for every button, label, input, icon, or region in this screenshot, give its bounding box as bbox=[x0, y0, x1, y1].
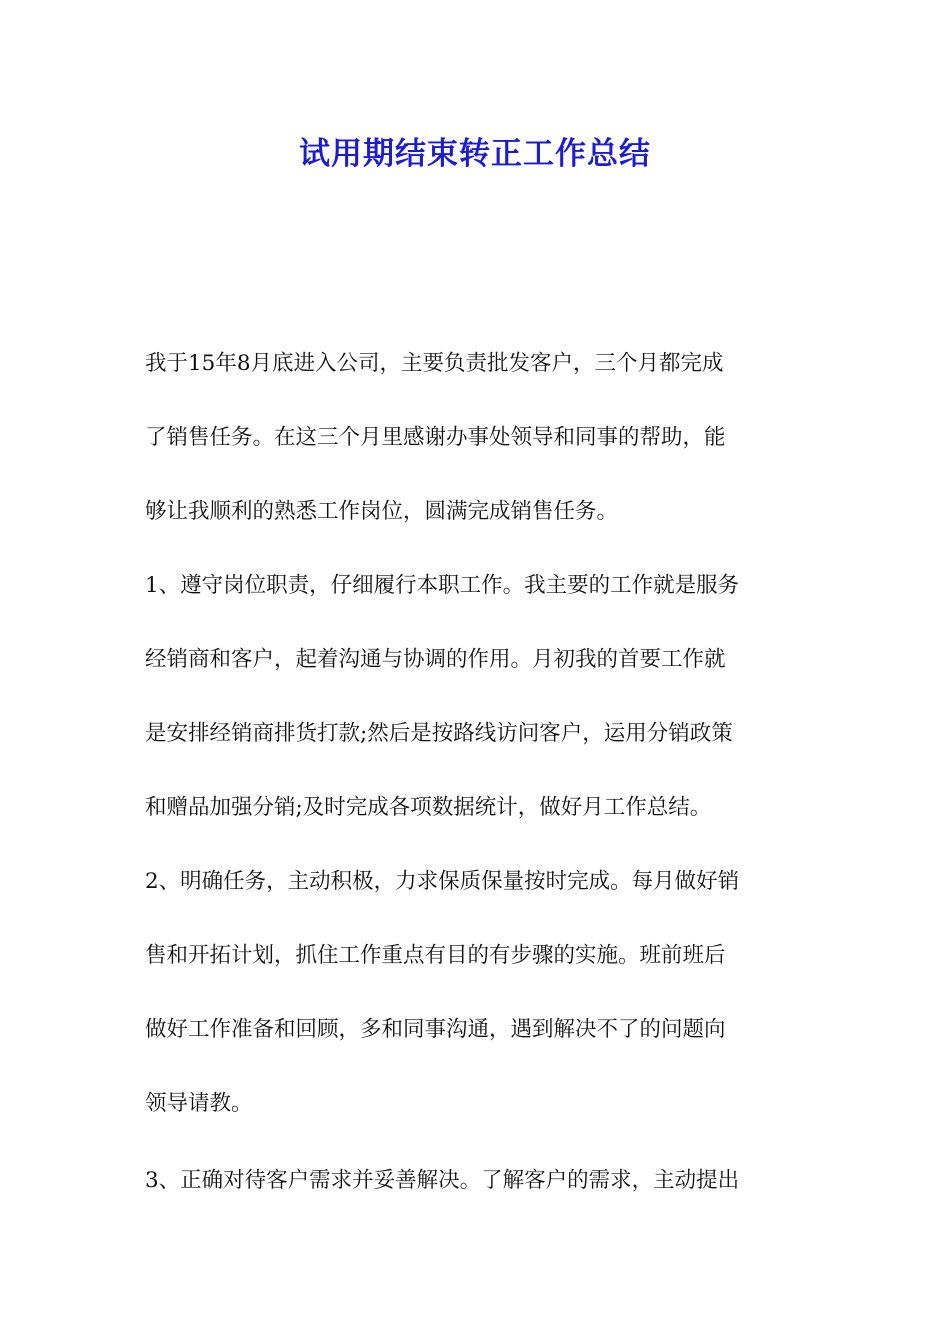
text-line: 了销售任务。在这三个月里感谢办事处领导和同事的帮助，能 bbox=[145, 425, 726, 450]
text-line: 我于15年8月底进入公司，主要负责批发客户，三个月都完成 bbox=[145, 351, 724, 376]
text-line: 够让我顺利的熟悉工作岗位，圆满完成销售任务。 bbox=[145, 499, 619, 524]
document-title: 试用期结束转正工作总结 bbox=[299, 136, 651, 172]
text-line: 经销商和客户，起着沟通与协调的作用。月初我的首要工作就 bbox=[145, 647, 726, 672]
text-line: 售和开拓计划，抓住工作重点有目的有步骤的实施。班前班后 bbox=[145, 943, 726, 968]
text-line: 2、明确任务，主动积极，力求保质保量按时完成。每月做好销 bbox=[145, 869, 740, 894]
text-line: 和赠品加强分销;及时完成各项数据统计，做好月工作总结。 bbox=[145, 795, 712, 820]
text-line: 领导请教。 bbox=[145, 1091, 253, 1116]
text-line: 1、遵守岗位职责，仔细履行本职工作。我主要的工作就是服务 bbox=[145, 573, 740, 598]
text-line: 3、正确对待客户需求并妥善解决。了解客户的需求，主动提出 bbox=[145, 1168, 740, 1193]
text-line: 是安排经销商排货打款;然后是按路线访问客户，运用分销政策 bbox=[145, 721, 733, 746]
text-line: 做好工作准备和回顾，多和同事沟通，遇到解决不了的问题向 bbox=[145, 1017, 726, 1042]
